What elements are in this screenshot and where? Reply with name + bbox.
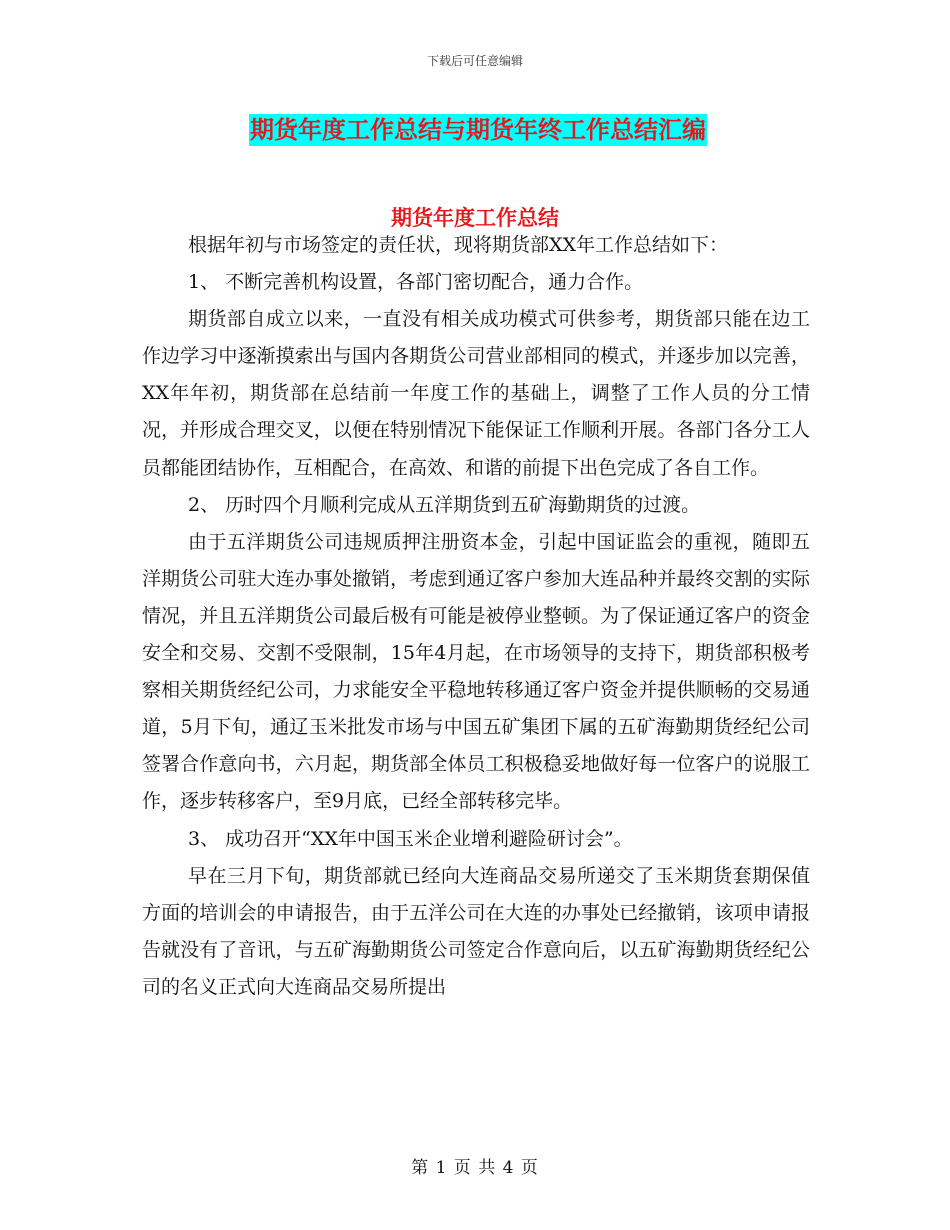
list-heading-3: 3、 成功召开“XX年中国玉米企业增利避险研讨会”。 <box>188 827 633 850</box>
page-number-footer: 第 1 页 共 4 页 <box>411 1158 539 1178</box>
list-heading-1: 1、 不断完善机构设置，各部门密切配合，通力合作。 <box>188 271 644 294</box>
section-title: 期货年度工作总结 <box>391 206 559 230</box>
page-header-note: 下载后可任意编辑 <box>426 54 523 68</box>
body-paragraph: 由于五洋期货公司违规质押注册资本金，引起中国证监会的重视，随即五洋期货公司驻大连办事处撤销，考虑到通辽客户参加大连品种并最终交割的实际情况，并且五洋期货公司最后极有可能是被停业整顿。为了保证通辽客户的资金安全和交易、交割不受限制，15年4月起，在市场领导的支持下，期货部积极考察相关期货经纪公司，力求能安全平稳地转移通辽客户资金并提供顺畅的交易通道，5月下旬，通辽玉米批发市场与中国五矿集团下属的五矿海勤期货经纪公司签署合作意向书，六月起，期货部全体员工积极稳妥地做好每一位客户的说服工作，逐步转移客户，至9月底，已经全部转移完毕。 <box>142 530 810 813</box>
list-heading-2: 2、 历时四个月顺利完成从五洋期货到五矿海勤期货的过渡。 <box>188 493 701 516</box>
intro-paragraph: 根据年初与市场签定的责任状，现将期货部XX年工作总结如下： <box>188 234 729 256</box>
document-body <box>142 227 810 1006</box>
document-main-title: 期货年度工作总结与期货年终工作总结汇编 <box>250 116 706 144</box>
body-paragraph: 早在三月下旬，期货部就已经向大连商品交易所递交了玉米期货套期保值方面的培训会的申请报告，由于五洋公司在大连的办事处已经撤销，该项申请报告就没有了音讯，与五矿海勤期货公司签定合作意向后，以五矿海勤期货经纪公司的名义正式向大连商品交易所提出 <box>142 864 810 998</box>
body-paragraph: 期货部自成立以来，一直没有相关成功模式可供参考，期货部只能在边工作边学习中逐渐摸索出与国内各期货公司营业部相同的模式，并逐步加以完善，XX年年初，期货部在总结前一年度工作的基础上，调整了工作人员的分工情况，并形成合理交叉，以便在特别情况下能保证工作顺利开展。各部门各分工人员都能团结协作，互相配合，在高效、和谐的前提下出色完成了各自工作。 <box>142 308 810 479</box>
